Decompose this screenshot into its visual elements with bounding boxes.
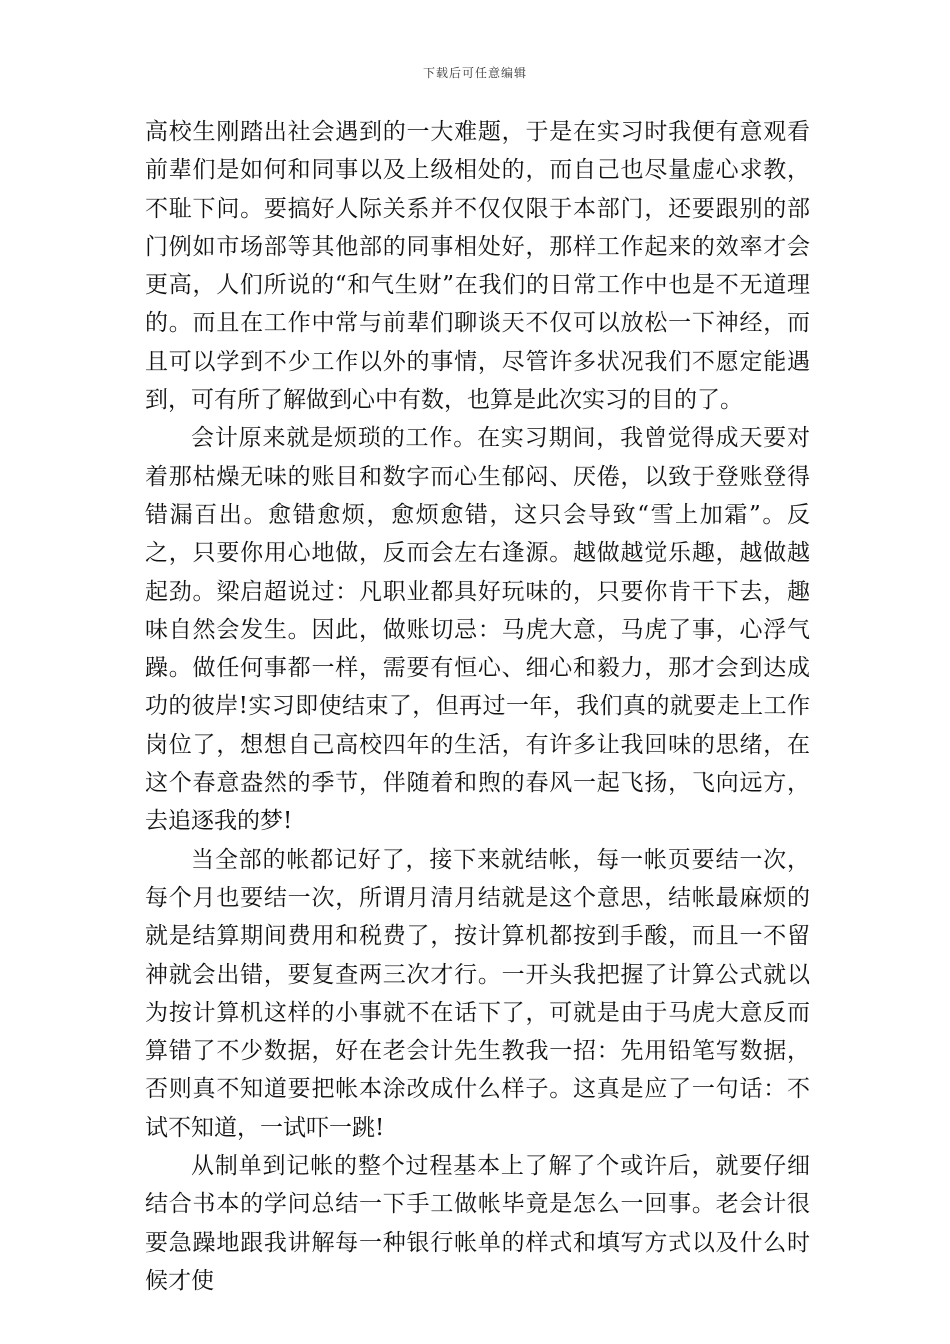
- paragraph-4: 从制单到记帐的整个过程基本上了解了个或许后，就要仔细结合书本的学问总结一下手工做帐毕竟是怎么一回事。老会计很要急躁地跟我讲解每一种银行帐单的样式和填写方式以及什么时候才使: [145, 1153, 810, 1294]
- page-header: 下载后可任意编辑: [422, 66, 527, 80]
- document-body: [145, 113, 810, 1300]
- paragraph-3: 当全部的帐都记好了，接下来就结帐，每一帐页要结一次，每个月也要结一次，所谓月清月结就是这个意思，结帐最麻烦的就是结算期间费用和税费了，按计算机都按到手酸，而且一不留神就会出错，要复查两三次才行。一开头我把握了计算公式就以为按计算机这样的小事就不在话下了，可就是由于马虎大意反而算错了不少数据，好在老会计先生教我一招：先用铅笔写数据，否则真不知道要把帐本涂改成什么样子。这真是应了一句话：不试不知道，一试吓一跳!: [145, 846, 810, 1141]
- paragraph-2: 会计原来就是烦琐的工作。在实习期间，我曾觉得成天要对着那枯燥无味的账目和数字而心生郁闷、厌倦，以致于登账登得错漏百出。愈错愈烦，愈烦愈错，这只会导致“雪上加霜”。反之，只要你用心地做，反而会左右逢源。越做越觉乐趣，越做越起劲。梁启超说过：凡职业都具好玩味的，只要你肯干下去，趣味自然会发生。因此，做账切忌：马虎大意，马虎了事，心浮气躁。做任何事都一样，需要有恒心、细心和毅力，那才会到达成功的彼岸!实习即使结束了，但再过一年，我们真的就要走上工作岗位了，想想自己高校四年的生活，有许多让我回味的思绪，在这个春意盎然的季节，伴随着和煦的春风一起飞扬，飞向远方，去追逐我的梦!: [145, 425, 810, 835]
- paragraph-1: 高校生刚踏出社会遇到的一大难题，于是在实习时我便有意观看前辈们是如何和同事以及上级相处的，而自己也尽量虚心求教，不耻下问。要搞好人际关系并不仅仅限于本部门，还要跟别的部门例如市场部等其他部的同事相处好，那样工作起来的效率才会更高，人们所说的“和气生财”在我们的日常工作中也是不无道理的。而且在工作中常与前辈们聊谈天不仅可以放松一下神经，而且可以学到不少工作以外的事情，尽管许多状况我们不愿定能遇到，可有所了解做到心中有数，也算是此次实习的目的了。: [145, 119, 810, 414]
